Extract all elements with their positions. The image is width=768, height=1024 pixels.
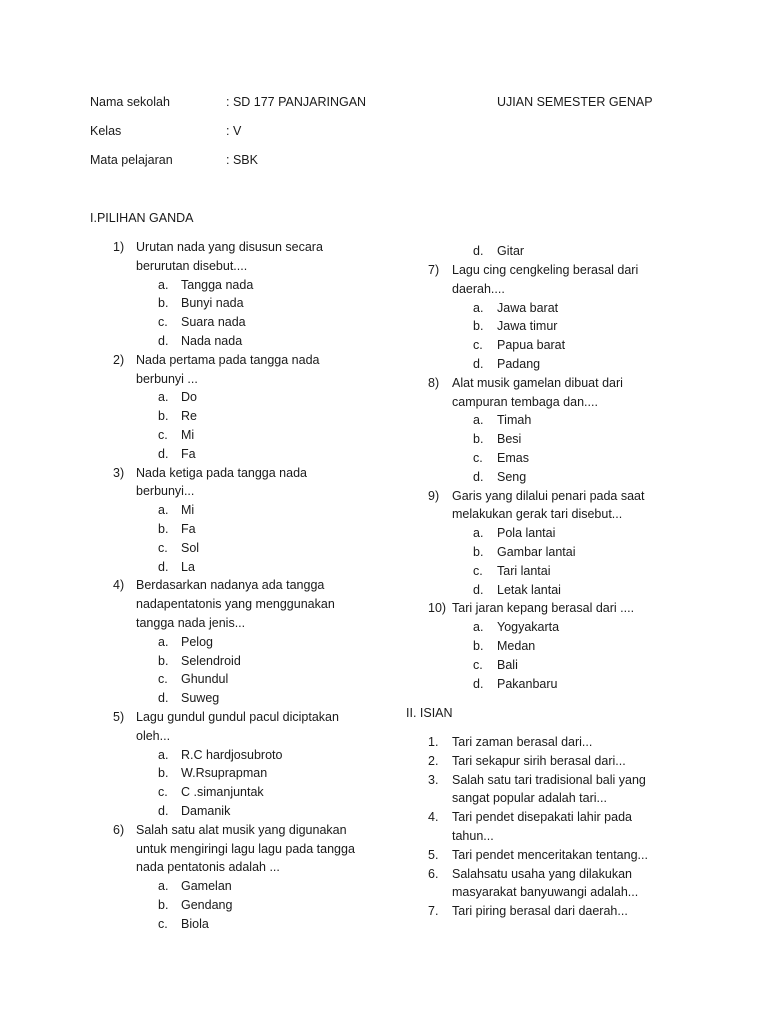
- option-letter: d.: [473, 582, 484, 597]
- question-text: Salah satu alat musik yang digunakan: [136, 822, 347, 837]
- fill-in-text: Tari pendet menceritakan tentang...: [452, 847, 648, 862]
- question-number: 3): [113, 465, 125, 480]
- question-text: Lagu cing cengkeling berasal dari: [452, 263, 639, 277]
- question-text: nadapentatonis yang menggunakan: [136, 597, 335, 612]
- option-text: Yogyakarta: [497, 620, 560, 635]
- question-text: berbunyi...: [136, 484, 195, 499]
- option-text: R.C hardjosubroto: [181, 747, 283, 762]
- option-letter: d.: [158, 804, 169, 818]
- option-letter: a.: [158, 277, 169, 292]
- option-text: Pelog: [181, 634, 213, 649]
- option-text: Suara nada: [181, 315, 246, 330]
- question-number: 4): [113, 578, 125, 593]
- option-text: Timah: [497, 413, 532, 428]
- option-text: Mi: [181, 503, 195, 518]
- subject-label: Mata pelajaran: [90, 153, 173, 167]
- fill-in-text: tahun...: [452, 829, 494, 843]
- option-text: Re: [181, 409, 197, 424]
- option-text: Suweg: [181, 691, 220, 706]
- option-text: Tangga nada: [181, 277, 254, 292]
- option-text: Fa: [181, 522, 196, 536]
- option-letter: c.: [473, 657, 483, 672]
- question-text: daerah....: [452, 281, 505, 296]
- option-letter: b.: [158, 653, 169, 668]
- question-number: 2): [113, 352, 125, 367]
- question-text: oleh...: [136, 728, 171, 743]
- option-text: Nada nada: [181, 334, 243, 348]
- question-text: campuran tembaga dan....: [452, 394, 598, 409]
- option-letter: b.: [158, 296, 169, 311]
- option-letter: c.: [158, 428, 168, 442]
- option-text: Pola lantai: [497, 526, 556, 541]
- question-number: 1): [113, 240, 125, 254]
- option-letter: c.: [473, 451, 483, 465]
- option-letter: b.: [158, 898, 169, 912]
- option-text: Sol: [181, 540, 200, 555]
- option-text: Besi: [497, 432, 522, 447]
- fill-in-text: sangat popular adalah tari...: [452, 791, 607, 806]
- option-letter: b.: [473, 432, 484, 447]
- option-text: Do: [181, 390, 197, 405]
- fill-in-text: Tari zaman berasal dari...: [452, 735, 593, 749]
- option-letter: c.: [158, 785, 168, 800]
- option-letter: b.: [158, 766, 169, 781]
- fill-in-text: masyarakat banyuwangi adalah...: [452, 885, 639, 900]
- option-text: Bunyi nada: [181, 296, 244, 311]
- option-letter: c.: [158, 315, 168, 330]
- question-text: tangga nada jenis...: [136, 616, 246, 630]
- option-text: Papua barat: [497, 338, 566, 353]
- option-letter: b.: [158, 409, 169, 424]
- fill-in-number: 7.: [428, 904, 439, 919]
- section-multiple-choice-title: I.PILIHAN GANDA: [90, 211, 194, 225]
- option-letter: d.: [473, 469, 484, 484]
- question-text: Nada ketiga pada tangga nada: [136, 465, 307, 480]
- school-value: : SD 177 PANJARINGAN: [226, 95, 367, 109]
- fill-in-number: 3.: [428, 772, 439, 787]
- option-text: C .simanjuntak: [181, 785, 264, 800]
- question-text: melakukan gerak tari disebut...: [452, 507, 623, 522]
- question-text: nada pentatonis adalah ...: [136, 860, 280, 875]
- question-text: Tari jaran kepang berasal dari ....: [452, 601, 635, 616]
- option-letter: c.: [473, 563, 483, 578]
- question-text: Garis yang dilalui penari pada saat: [452, 488, 645, 503]
- option-text: Tari lantai: [497, 563, 551, 578]
- option-text: Gendang: [181, 898, 233, 912]
- class-label: Kelas: [90, 124, 122, 138]
- school-label: Nama sekolah: [90, 95, 170, 109]
- option-text: La: [181, 559, 195, 574]
- option-letter: d.: [158, 691, 169, 706]
- option-text: Selendroid: [181, 653, 241, 668]
- option-letter: d.: [473, 676, 484, 691]
- option-text: Mi: [181, 428, 195, 442]
- question-number: 5): [113, 710, 125, 724]
- fill-in-number: 4.: [428, 810, 439, 825]
- option-letter: a.: [473, 620, 484, 635]
- option-text: Jawa barat: [497, 300, 559, 315]
- option-text: W.Rsuprapman: [181, 766, 268, 781]
- option-letter: a.: [473, 413, 484, 428]
- question-text: Lagu gundul gundul pacul diciptakan: [136, 710, 339, 724]
- question-text: Alat musik gamelan dibuat dari: [452, 375, 623, 390]
- option-letter: a.: [473, 526, 484, 541]
- option-letter: a.: [158, 390, 169, 405]
- fill-in-text: Salahsatu usaha yang dilakukan: [452, 866, 632, 881]
- option-letter: d.: [158, 559, 169, 574]
- option-letter: d.: [158, 446, 169, 461]
- class-value: : V: [226, 124, 242, 138]
- question-text: berurutan disebut....: [136, 258, 248, 273]
- option-letter: d.: [158, 334, 169, 348]
- section-fill-in-title: II. ISIAN: [406, 706, 453, 720]
- option-letter: a.: [158, 879, 169, 894]
- option-letter: a.: [158, 747, 169, 762]
- option-letter: a.: [158, 634, 169, 649]
- fill-in-number: 5.: [428, 847, 439, 862]
- option-text: Fa: [181, 446, 196, 461]
- option-letter: b.: [158, 522, 169, 536]
- option-text: Emas: [497, 451, 529, 465]
- fill-in-text: Tari pendet disepakati lahir pada: [452, 810, 632, 825]
- option-letter: b.: [473, 319, 484, 334]
- option-text: Pakanbaru: [497, 676, 558, 691]
- option-letter: c.: [158, 916, 168, 931]
- option-text: Seng: [497, 469, 527, 484]
- question-number: 8): [428, 375, 440, 390]
- question-number: 7): [428, 263, 440, 277]
- question-text: berbunyi ...: [136, 371, 198, 386]
- fill-in-text: Tari sekapur sirih berasal dari...: [452, 753, 626, 768]
- option-letter: d.: [473, 244, 484, 258]
- option-letter: d.: [473, 357, 484, 371]
- fill-in-number: 2.: [428, 753, 439, 768]
- subject-value: : SBK: [226, 153, 258, 167]
- option-text: Bali: [497, 657, 518, 672]
- option-text: Padang: [497, 357, 541, 371]
- option-text: Letak lantai: [497, 582, 561, 597]
- fill-in-number: 6.: [428, 866, 439, 881]
- option-letter: b.: [473, 639, 484, 653]
- question-text: Nada pertama pada tangga nada: [136, 352, 320, 367]
- option-letter: a.: [158, 503, 169, 518]
- question-number: 6): [113, 822, 125, 837]
- question-number: 9): [428, 488, 440, 503]
- question-number: 10): [428, 601, 447, 616]
- option-letter: c.: [158, 540, 168, 555]
- option-text: Gitar: [497, 244, 525, 258]
- option-text: Gambar lantai: [497, 545, 576, 559]
- question-text: Berdasarkan nadanya ada tangga: [136, 578, 325, 593]
- option-text: Damanik: [181, 804, 231, 818]
- option-letter: c.: [158, 672, 168, 687]
- question-text: Urutan nada yang disusun secara: [136, 240, 323, 254]
- option-text: Gamelan: [181, 879, 232, 894]
- option-letter: b.: [473, 545, 484, 559]
- fill-in-text: Salah satu tari tradisional bali yang: [452, 772, 646, 787]
- option-letter: c.: [473, 338, 483, 353]
- option-text: Medan: [497, 639, 536, 653]
- option-text: Biola: [181, 916, 209, 931]
- fill-in-text: Tari piring berasal dari daerah...: [452, 904, 628, 919]
- fill-in-number: 1.: [428, 735, 439, 749]
- option-text: Ghundul: [181, 672, 229, 687]
- option-letter: a.: [473, 300, 484, 315]
- question-text: untuk mengiringi lagu lagu pada tangga: [136, 841, 355, 856]
- exam-title: UJIAN SEMESTER GENAP: [497, 95, 653, 109]
- option-text: Jawa timur: [497, 319, 558, 334]
